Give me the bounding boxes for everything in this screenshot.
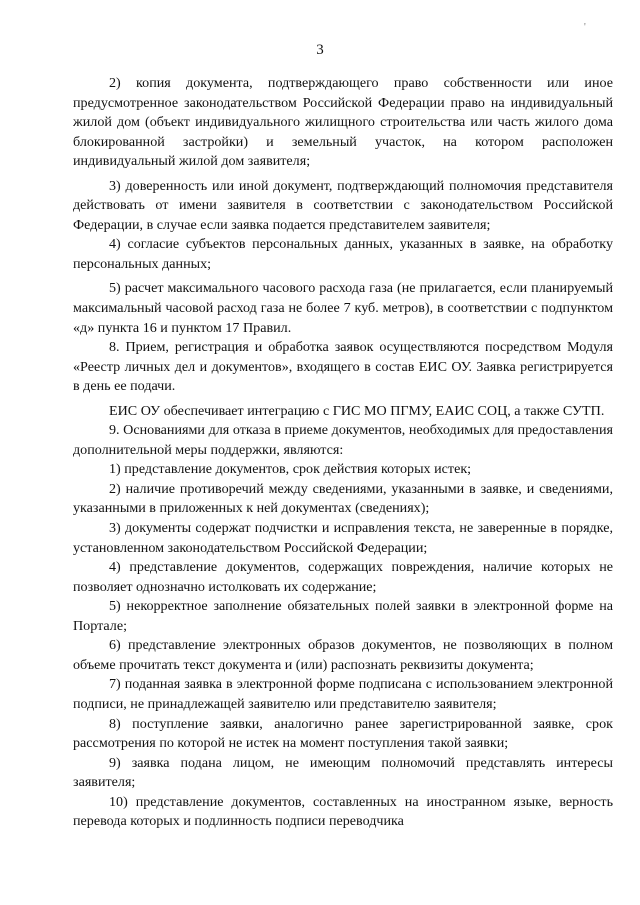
paragraph-item-2: 2) копия документа, подтверждающего право собственности или иное предусмотренное законодательством Российской Федерации право на индивидуальный жилой дом (объект индивидуального жилищного строительства или часть жилого дома блокированной застройки) и земельный участок, на котором расположен индивидуальный жилой дом заявителя; <box>73 75 613 170</box>
paragraph-item-4: 4) согласие субъектов персональных данных, указанных в заявке, на обработку персональных данных; <box>73 236 613 272</box>
paragraph-ground-7: 7) поданная заявка в электронной форме подписана с использованием электронной подписи, не принадлежащей заявителю или представителю заявителя; <box>73 676 613 712</box>
paragraph-integration: ЕИС ОУ обеспечивает интеграцию с ГИС МО ПГМУ, ЕАИС СОЦ, а также СУТП. <box>109 402 605 419</box>
paragraph-ground-1: 1) предcтавление документов, срок действия которых истек; <box>109 461 472 478</box>
paragraph-clause-9: 9. Основаниями для отказа в приеме документов, необходимых для предоставления дополнительной меры поддержки, являются: <box>73 422 613 458</box>
paragraph-ground-3: 3) документы содержат подчистки и исправления текста, не заверенные в порядке, установленном законодательством Российской Федерации; <box>73 520 613 556</box>
paragraph-clause-8: 8. Прием, регистрация и обработка заявок осуществляются посредством Модуля «Реестр личных дел и документов», входящего в состав ЕИС ОУ. Заявка регистрируется в день ее подачи. <box>73 339 613 395</box>
paragraph-ground-10: 10) предcтавление документов, составленных на иностранном языке, верность перевода которых и подлинность подписи переводчика <box>73 793 613 830</box>
corner-mark: ' <box>584 22 586 33</box>
paragraph-ground-2: 2) наличие противоречий между сведениями, указанными в заявке, и сведениями, указанными в приложенных к ней документах (сведениях); <box>73 480 613 517</box>
document-body <box>73 74 613 832</box>
paragraph-item-3: 3) доверенность или иной документ, подтверждающий полномочия представителя действовать от имени заявителя в соответствии с законодательством Российской Федерации, в случае если заявка подается представителем заявителя; <box>73 177 613 233</box>
paragraph-ground-6: 6) представление электронных образов документов, не позволяющих в полном объеме прочитать текст документа и (или) распознать реквизиты документа; <box>73 637 613 673</box>
paragraph-ground-9: 9) заявка подана лицом, не имеющим полномочий представлять интересы заявителя; <box>73 754 613 791</box>
paragraph-ground-5: 5) некорректное заполнение обязательных полей заявки в электронной форме на Портале; <box>73 598 613 634</box>
paragraph-item-5: 5) расчет максимального часового расхода газа (не прилагается, если планируемый максимальный часовой расход газа не более 7 куб. метров), в соответствии с подпунктом «д» пункта 16 и пунктом 17 Правил. <box>73 280 613 336</box>
page-number: 3 <box>316 42 324 58</box>
paragraph-ground-4: 4) представление документов, содержащих повреждения, наличие которых не позволяет однозначно истолковать их содержание; <box>73 559 613 595</box>
paragraph-ground-8: 8) поступление заявки, аналогично ранее зарегистрированной заявке, срок рассмотрения по которой не истек на момент поступления такой заявки; <box>73 715 613 752</box>
